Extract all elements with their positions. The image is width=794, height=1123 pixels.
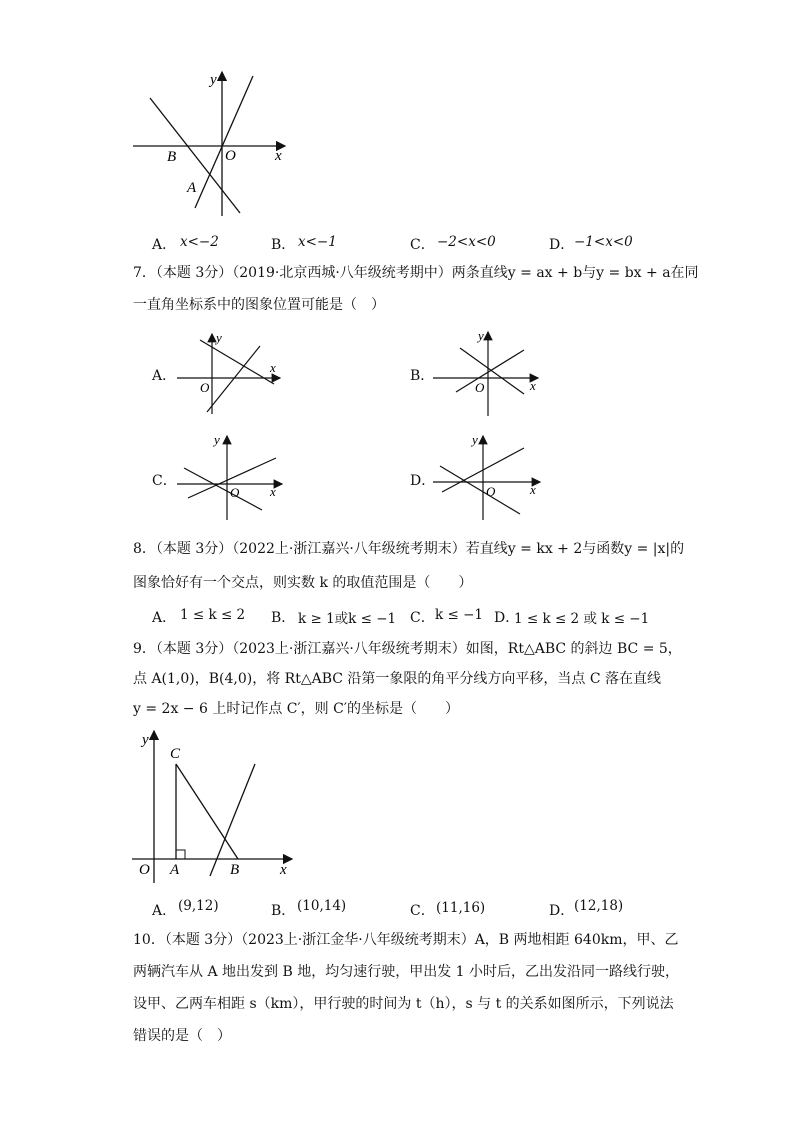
- q9-option-a-label[interactable]: A．: [152, 903, 177, 919]
- point-a-label: A: [170, 862, 180, 878]
- y-label: y: [142, 732, 149, 748]
- q6-option-b[interactable]: x<−1: [298, 234, 337, 250]
- x-label: x: [280, 862, 287, 878]
- q7-option-a-label[interactable]: A．: [152, 368, 177, 384]
- q9-option-a[interactable]: (9,12): [178, 898, 219, 914]
- q6-option-c-label[interactable]: C．: [410, 237, 435, 253]
- q9-option-c[interactable]: (11,16): [436, 900, 486, 916]
- q7-option-b-label[interactable]: B．: [410, 368, 435, 384]
- origin-label: O: [225, 148, 236, 164]
- q6-option-b-label[interactable]: B．: [271, 237, 296, 253]
- x-label: x: [275, 148, 282, 164]
- point-c-label: C: [170, 746, 181, 762]
- q10-line-4: 错误的是（ ）: [133, 1028, 231, 1044]
- q8-option-d[interactable]: 1 ≤ k ≤ 2 或 k ≤ −1: [514, 611, 650, 627]
- y-label: y: [216, 330, 222, 345]
- q8-option-b-label[interactable]: B．: [271, 610, 296, 626]
- q7-option-b-graph[interactable]: [428, 328, 543, 418]
- q7-option-c-graph[interactable]: [172, 430, 287, 522]
- q9-line-3: y = 2x − 6 上时记作点 C′，则 C′的坐标是（ ）: [133, 701, 460, 717]
- y-label: y: [210, 72, 217, 88]
- origin-label: O: [486, 484, 496, 499]
- q7-option-a-graph[interactable]: [172, 328, 287, 418]
- q8-option-d-label[interactable]: D．: [494, 610, 520, 626]
- q6-option-d[interactable]: −1<x<0: [574, 234, 633, 250]
- line-through-origin: [195, 76, 253, 208]
- q8-option-c[interactable]: k ≤ −1: [435, 607, 483, 623]
- y-label: y: [472, 432, 478, 447]
- y-label: y: [478, 328, 484, 343]
- y-label: y: [214, 432, 220, 447]
- q6-option-c[interactable]: −2<x<0: [437, 234, 496, 250]
- q6-option-a-label[interactable]: A．: [152, 237, 177, 253]
- point-a-label: A: [187, 180, 197, 196]
- origin-label: O: [139, 862, 150, 878]
- point-b-label: B: [167, 149, 177, 165]
- q6-graph: [125, 68, 295, 223]
- q8-option-a-label[interactable]: A．: [152, 610, 177, 626]
- q9-option-d[interactable]: (12,18): [574, 898, 624, 914]
- q9-option-c-label[interactable]: C．: [410, 903, 435, 919]
- q10-line-3: 设甲、乙两车相距 s（km），甲行驶的时间为 t（h），s 与 t 的关系如图所示，下列说法: [133, 996, 674, 1012]
- q8-option-c-label[interactable]: C．: [410, 610, 435, 626]
- q8-option-b[interactable]: k ≥ 1或k ≤ −1: [298, 611, 397, 627]
- q6-option-a[interactable]: x<−2: [180, 234, 219, 250]
- q9-line-1: 9．（本题 3分）（2023上·浙江嘉兴·八年级统考期末）如图，Rt△ABC 的斜边 BC = 5，: [133, 641, 682, 657]
- x-label: x: [270, 484, 276, 499]
- origin-label: O: [230, 485, 240, 500]
- q9-graph: [130, 728, 300, 888]
- side-cb: [176, 764, 238, 859]
- q9-option-d-label[interactable]: D．: [549, 903, 575, 919]
- origin-label: O: [200, 380, 210, 395]
- q7-line-2: 一直角坐标系中的图象位置可能是（ ）: [133, 297, 385, 313]
- point-b-label: B: [230, 862, 240, 878]
- q7-option-c-label[interactable]: C．: [152, 473, 177, 489]
- q10-line-2: 两辆汽车从 A 地出发到 B 地，均匀速行驶，甲出发 1 小时后，乙出发沿同一路线行驶，: [133, 964, 680, 980]
- q7-option-d-label[interactable]: D．: [410, 473, 436, 489]
- q7-line-1: 7．（本题 3分）（2019·北京西城·八年级统考期中）两条直线y = ax + b与y = bx + a在同: [133, 265, 699, 281]
- q8-line-1: 8．（本题 3分）（2022上·浙江嘉兴·八年级统考期末）若直线y = kx + 2与函数y = |x|的: [133, 541, 685, 557]
- q10-line-1: 10．（本题 3分）（2023上·浙江金华·八年级统考期末）A，B 两地相距 640km，甲、乙: [133, 932, 679, 948]
- q8-option-a[interactable]: 1 ≤ k ≤ 2: [180, 607, 246, 623]
- q9-line-2: 点 A(1,0)，B(4,0)，将 Rt△ABC 沿第一象限的角平分线方向平移，当点 C 落在直线: [133, 671, 662, 687]
- x-label: x: [270, 360, 276, 375]
- x-label: x: [530, 482, 536, 497]
- q6-option-d-label[interactable]: D．: [549, 237, 575, 253]
- q9-option-b-label[interactable]: B．: [271, 903, 296, 919]
- origin-label: O: [475, 380, 485, 395]
- q8-line-2: 图象恰好有一个交点，则实数 k 的取值范围是（ ）: [133, 575, 473, 591]
- q9-option-b[interactable]: (10,14): [297, 898, 347, 914]
- q7-option-d-graph[interactable]: [428, 430, 548, 522]
- x-label: x: [530, 378, 536, 393]
- right-angle-mark: [176, 850, 185, 859]
